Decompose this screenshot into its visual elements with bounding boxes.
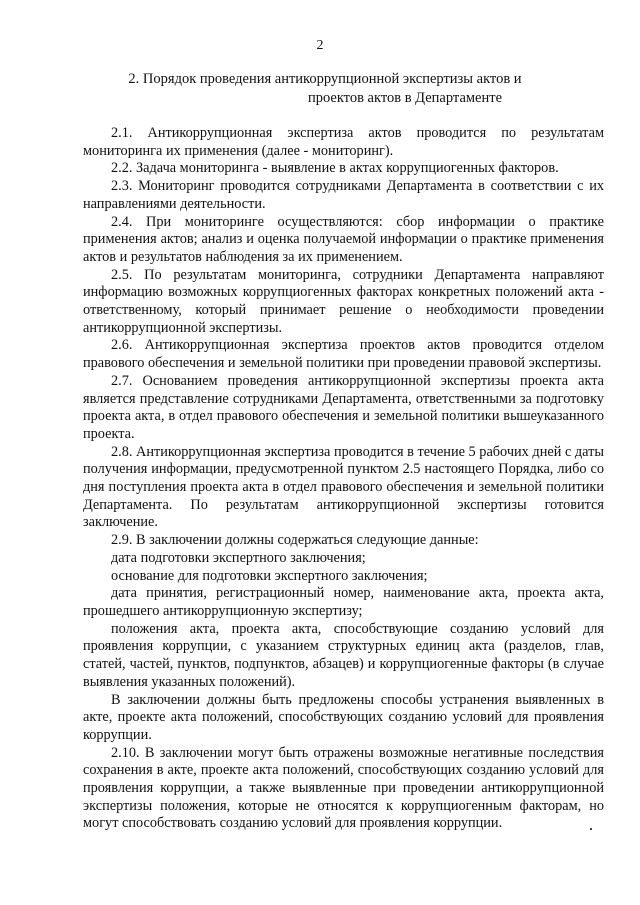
paragraph-2-4: 2.4. При мониторинге осуществляются: сбор информации о практике применения актов; анализ и оценка получаемой информации о практике применения актов и результатов наблюдения за их применением. [83,213,604,265]
scan-mark [590,828,592,830]
paragraph-2-5: 2.5. По результатам мониторинга, сотрудники Департамента направляют информацию возможных коррупциогенных факторах конкретных положений акта - ответственному, который принимает решение о необходимости проведении антикоррупционной экспертизы. [83,266,604,336]
page-number: 2 [316,38,324,53]
document-body [83,125,604,833]
paragraph-2-2: 2.2. Задача мониторинга - выявление в актах коррупциогенных факторов. [111,160,559,177]
paragraph-2-7: 2.7. Основанием проведения антикоррупционной экспертизы проекта акта является представление сотрудниками Департамента, ответственными за подготовку проекта акта, в отдел правового обеспечения и земельной политики вышеуказанного проекта. [83,372,604,442]
list-item-date: дата подготовки экспертного заключения; [111,549,366,566]
paragraph-2-8: 2.8. Антикоррупционная экспертиза проводится в течение 5 рабочих дней с даты получения информации, предусмотренной пунктом 2.5 настоящего Порядка, либо со дня поступления проекта акта в отдел правового обеспечения и земельной политики Департамента. По результатам антикоррупционной экспертизы готовится заключение. [83,443,604,531]
list-item-act-details: дата принятия, регистрационный номер, наименование акта, проекта акта, прошедшего антикоррупционную экспертизу; [83,585,604,619]
paragraph-2-1: 2.1. Антикоррупционная экспертиза актов проводится по результатам мониторинга их применения (далее - мониторинг). [83,125,604,159]
paragraph-2-9: 2.9. В заключении должны содержаться следующие данные: [111,532,479,549]
section-heading [60,70,590,108]
list-item-provisions: положения акта, проекта акта, способствующие созданию условий для проявления коррупции, с указанием структурных единиц акта (разделов, глав, статей, частей, пунктов, подпунктов, абзацев) и коррупциогенные факторы (в случае выявления указанных положений). [83,620,604,690]
section-heading-line-1: 2. Порядок проведения антикоррупционной экспертизы актов и [128,71,522,87]
paragraph-remedies: В заключении должны быть предложены способы устранения выявленных в акте, проекте акта положений, способствующих созданию условий для проявления коррупции. [83,691,604,743]
paragraph-2-6: 2.6. Антикоррупционная экспертиза проектов актов проводится отделом правового обеспечения и земельной политики при проведении правовой экспертизы. [83,337,604,372]
paragraph-2-3: 2.3. Мониторинг проводится сотрудниками Департамента в соответствии с их направлениями деятельности. [83,178,604,212]
section-heading-line-2: проектов актов в Департаменте [307,90,503,106]
paragraph-2-10: 2.10. В заключении могут быть отражены возможные негативные последствия сохранения в акте, проекте акта положений, способствующих созданию условий для проявления коррупции, а также выявленные при проведении антикоррупционной экспертизы положения, которые не относятся к коррупциогенным факторам, но могут способствовать созданию условий для проявления коррупции. [83,744,604,832]
list-item-basis: основание для подготовки экспертного заключения; [111,567,428,584]
